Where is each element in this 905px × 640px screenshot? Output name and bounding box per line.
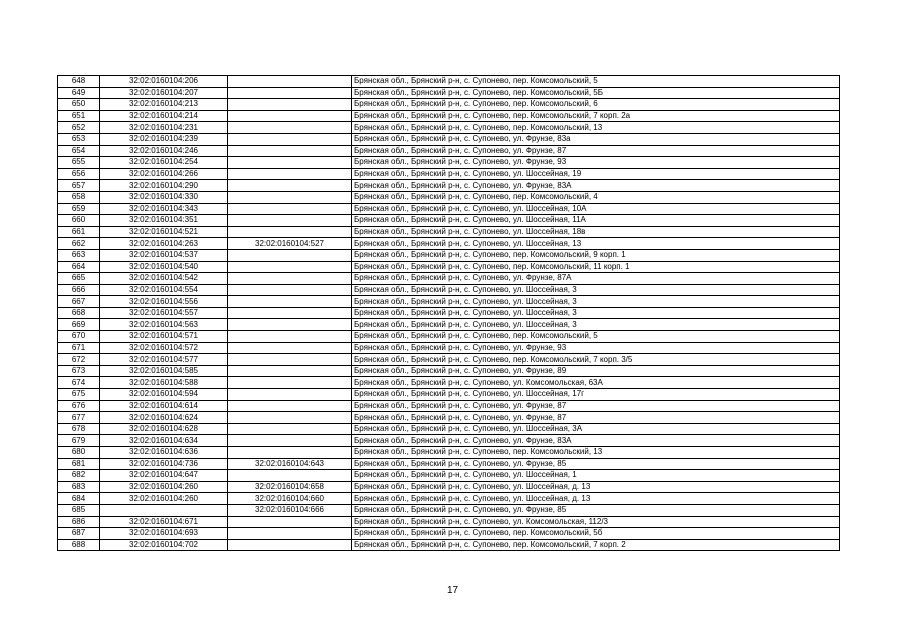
table-row <box>58 354 840 366</box>
table-row <box>58 76 840 88</box>
cadastral-number-cell: 32:02:0160104:636 <box>100 447 228 459</box>
row-number-cell: 680 <box>58 447 100 459</box>
table-row <box>58 273 840 285</box>
cadastral-number-cell: 32:02:0160104:572 <box>100 342 228 354</box>
cadastral-number-cell: 32:02:0160104:214 <box>100 110 228 122</box>
row-number-cell: 662 <box>58 238 100 250</box>
row-number-cell: 668 <box>58 307 100 319</box>
address-cell: Брянская обл., Брянский р-н, с. Супонево, ул. Фрунзе, 87 <box>352 412 840 424</box>
row-number-cell: 652 <box>58 122 100 134</box>
row-number-cell: 648 <box>58 76 100 88</box>
parent-cadastral-number-cell: 32:02:0160104:527 <box>228 238 352 250</box>
parent-cadastral-number-cell <box>228 342 352 354</box>
parent-cadastral-number-cell <box>228 110 352 122</box>
address-cell: Брянская обл., Брянский р-н, с. Супонево, ул. Комсомольская, 63А <box>352 377 840 389</box>
parent-cadastral-number-cell <box>228 307 352 319</box>
table-row <box>58 458 840 470</box>
parent-cadastral-number-cell <box>228 528 352 540</box>
parent-cadastral-number-cell <box>228 226 352 238</box>
parent-cadastral-number-cell <box>228 180 352 192</box>
table-row <box>58 435 840 447</box>
table-row <box>58 168 840 180</box>
cadastral-number-cell: 32:02:0160104:557 <box>100 307 228 319</box>
address-cell: Брянская обл., Брянский р-н, с. Супонево, ул. Шоссейная, 3 <box>352 307 840 319</box>
parent-cadastral-number-cell <box>228 87 352 99</box>
address-cell: Брянская обл., Брянский р-н, с. Супонево, ул. Фрунзе, 87А <box>352 273 840 285</box>
parent-cadastral-number-cell <box>228 249 352 261</box>
cadastral-number-cell: 32:02:0160104:577 <box>100 354 228 366</box>
table-row <box>58 389 840 401</box>
parent-cadastral-number-cell <box>228 191 352 203</box>
address-cell: Брянская обл., Брянский р-н, с. Супонево, пер. Комсомольский, 13 <box>352 447 840 459</box>
parent-cadastral-number-cell <box>228 284 352 296</box>
address-cell: Брянская обл., Брянский р-н, с. Супонево, ул. Фрунзе, 83а <box>352 133 840 145</box>
cadastral-number-cell: 32:02:0160104:537 <box>100 249 228 261</box>
address-cell: Брянская обл., Брянский р-н, с. Супонево, пер. Комсомольский, 7 корп. 2 <box>352 539 840 551</box>
row-number-cell: 658 <box>58 191 100 203</box>
cadastral-number-cell: 32:02:0160104:330 <box>100 191 228 203</box>
row-number-cell: 686 <box>58 516 100 528</box>
address-cell: Брянская обл., Брянский р-н, с. Супонево, ул. Шоссейная, 13 <box>352 238 840 250</box>
address-cell: Брянская обл., Брянский р-н, с. Супонево, ул. Фрунзе, 89 <box>352 365 840 377</box>
row-number-cell: 669 <box>58 319 100 331</box>
property-register-table <box>57 75 840 551</box>
address-cell: Брянская обл., Брянский р-н, с. Супонево, ул. Шоссейная, 3 <box>352 319 840 331</box>
cadastral-number-cell: 32:02:0160104:736 <box>100 458 228 470</box>
table-row <box>58 284 840 296</box>
table-row <box>58 226 840 238</box>
row-number-cell: 670 <box>58 331 100 343</box>
table-row <box>58 191 840 203</box>
cadastral-number-cell: 32:02:0160104:351 <box>100 215 228 227</box>
table-row <box>58 481 840 493</box>
table-row <box>58 122 840 134</box>
address-cell: Брянская обл., Брянский р-н, с. Супонево, ул. Шоссейная, 3А <box>352 423 840 435</box>
cadastral-number-cell: 32:02:0160104:207 <box>100 87 228 99</box>
address-cell: Брянская обл., Брянский р-н, с. Супонево, пер. Комсомольский, 11 корп. 1 <box>352 261 840 273</box>
address-cell: Брянская обл., Брянский р-н, с. Супонево, пер. Комсомольский, 9 корп. 1 <box>352 249 840 261</box>
cadastral-number-cell: 32:02:0160104:563 <box>100 319 228 331</box>
address-cell: Брянская обл., Брянский р-н, с. Супонево, ул. Шоссейная, 3 <box>352 284 840 296</box>
address-cell: Брянская обл., Брянский р-н, с. Супонево, ул. Шоссейная, 17г <box>352 389 840 401</box>
parent-cadastral-number-cell <box>228 203 352 215</box>
address-cell: Брянская обл., Брянский р-н, с. Супонево, ул. Фрунзе, 87 <box>352 145 840 157</box>
table-row <box>58 493 840 505</box>
table-row <box>58 377 840 389</box>
parent-cadastral-number-cell: 32:02:0160104:660 <box>228 493 352 505</box>
row-number-cell: 674 <box>58 377 100 389</box>
table-body <box>58 76 840 551</box>
cadastral-number-cell: 32:02:0160104:614 <box>100 400 228 412</box>
table-row <box>58 504 840 516</box>
parent-cadastral-number-cell <box>228 539 352 551</box>
parent-cadastral-number-cell <box>228 365 352 377</box>
row-number-cell: 667 <box>58 296 100 308</box>
table-row <box>58 203 840 215</box>
address-cell: Брянская обл., Брянский р-н, с. Супонево, ул. Шоссейная, д. 13 <box>352 481 840 493</box>
table-row <box>58 133 840 145</box>
cadastral-number-cell: 32:02:0160104:588 <box>100 377 228 389</box>
cadastral-number-cell: 32:02:0160104:571 <box>100 331 228 343</box>
row-number-cell: 655 <box>58 157 100 169</box>
cadastral-number-cell: 32:02:0160104:556 <box>100 296 228 308</box>
row-number-cell: 675 <box>58 389 100 401</box>
cadastral-number-cell: 32:02:0160104:594 <box>100 389 228 401</box>
row-number-cell: 683 <box>58 481 100 493</box>
table-row <box>58 331 840 343</box>
parent-cadastral-number-cell <box>228 377 352 389</box>
cadastral-number-cell: 32:02:0160104:628 <box>100 423 228 435</box>
parent-cadastral-number-cell: 32:02:0160104:643 <box>228 458 352 470</box>
table-row <box>58 365 840 377</box>
parent-cadastral-number-cell <box>228 400 352 412</box>
row-number-cell: 657 <box>58 180 100 192</box>
cadastral-number-cell: 32:02:0160104:585 <box>100 365 228 377</box>
table-row <box>58 516 840 528</box>
row-number-cell: 682 <box>58 470 100 482</box>
row-number-cell: 688 <box>58 539 100 551</box>
table-row <box>58 296 840 308</box>
parent-cadastral-number-cell <box>228 145 352 157</box>
address-cell: Брянская обл., Брянский р-н, с. Супонево, ул. Шоссейная, д. 13 <box>352 493 840 505</box>
table-row <box>58 319 840 331</box>
parent-cadastral-number-cell <box>228 354 352 366</box>
table-row <box>58 249 840 261</box>
address-cell: Брянская обл., Брянский р-н, с. Супонево, пер. Комсомольский, 4 <box>352 191 840 203</box>
parent-cadastral-number-cell <box>228 389 352 401</box>
parent-cadastral-number-cell <box>228 261 352 273</box>
parent-cadastral-number-cell <box>228 122 352 134</box>
cadastral-number-cell: 32:02:0160104:290 <box>100 180 228 192</box>
address-cell: Брянская обл., Брянский р-н, с. Супонево, ул. Фрунзе, 85 <box>352 504 840 516</box>
cadastral-number-cell: 32:02:0160104:213 <box>100 99 228 111</box>
parent-cadastral-number-cell <box>228 319 352 331</box>
page-number: 17 <box>446 585 459 596</box>
parent-cadastral-number-cell <box>228 157 352 169</box>
table-row <box>58 307 840 319</box>
cadastral-number-cell: 32:02:0160104:206 <box>100 76 228 88</box>
cadastral-number-cell: 32:02:0160104:554 <box>100 284 228 296</box>
cadastral-number-cell <box>100 504 228 516</box>
address-cell: Брянская обл., Брянский р-н, с. Супонево, пер. Комсомольский, 6 <box>352 99 840 111</box>
row-number-cell: 663 <box>58 249 100 261</box>
address-cell: Брянская обл., Брянский р-н, с. Супонево, пер. Комсомольский, 5 <box>352 76 840 88</box>
parent-cadastral-number-cell <box>228 76 352 88</box>
row-number-cell: 681 <box>58 458 100 470</box>
table-row <box>58 215 840 227</box>
parent-cadastral-number-cell <box>228 516 352 528</box>
table-row <box>58 238 840 250</box>
row-number-cell: 679 <box>58 435 100 447</box>
address-cell: Брянская обл., Брянский р-н, с. Супонево, пер. Комсомольский, 7 корп. 2а <box>352 110 840 122</box>
row-number-cell: 687 <box>58 528 100 540</box>
table-row <box>58 470 840 482</box>
cadastral-number-cell: 32:02:0160104:263 <box>100 238 228 250</box>
row-number-cell: 666 <box>58 284 100 296</box>
parent-cadastral-number-cell: 32:02:0160104:666 <box>228 504 352 516</box>
cadastral-number-cell: 32:02:0160104:231 <box>100 122 228 134</box>
parent-cadastral-number-cell <box>228 273 352 285</box>
table-row <box>58 145 840 157</box>
row-number-cell: 677 <box>58 412 100 424</box>
row-number-cell: 664 <box>58 261 100 273</box>
table-row <box>58 261 840 273</box>
address-cell: Брянская обл., Брянский р-н, с. Супонево, ул. Фрунзе, 87 <box>352 400 840 412</box>
cadastral-number-cell: 32:02:0160104:343 <box>100 203 228 215</box>
parent-cadastral-number-cell <box>228 296 352 308</box>
row-number-cell: 676 <box>58 400 100 412</box>
address-cell: Брянская обл., Брянский р-н, с. Супонево, ул. Фрунзе, 83А <box>352 435 840 447</box>
table-row <box>58 447 840 459</box>
parent-cadastral-number-cell: 32:02:0160104:658 <box>228 481 352 493</box>
row-number-cell: 656 <box>58 168 100 180</box>
table-row <box>58 539 840 551</box>
address-cell: Брянская обл., Брянский р-н, с. Супонево, ул. Шоссейная, 11А <box>352 215 840 227</box>
row-number-cell: 660 <box>58 215 100 227</box>
table-row <box>58 528 840 540</box>
table-row <box>58 87 840 99</box>
parent-cadastral-number-cell <box>228 447 352 459</box>
parent-cadastral-number-cell <box>228 168 352 180</box>
row-number-cell: 661 <box>58 226 100 238</box>
address-cell: Брянская обл., Брянский р-н, с. Супонево, ул. Шоссейная, 3 <box>352 296 840 308</box>
cadastral-number-cell: 32:02:0160104:266 <box>100 168 228 180</box>
row-number-cell: 654 <box>58 145 100 157</box>
address-cell: Брянская обл., Брянский р-н, с. Супонево, пер. Комсомольский, 7 корп. 3/5 <box>352 354 840 366</box>
cadastral-number-cell: 32:02:0160104:624 <box>100 412 228 424</box>
parent-cadastral-number-cell <box>228 423 352 435</box>
cadastral-number-cell: 32:02:0160104:246 <box>100 145 228 157</box>
row-number-cell: 653 <box>58 133 100 145</box>
cadastral-number-cell: 32:02:0160104:693 <box>100 528 228 540</box>
row-number-cell: 684 <box>58 493 100 505</box>
table-row <box>58 423 840 435</box>
row-number-cell: 649 <box>58 87 100 99</box>
row-number-cell: 659 <box>58 203 100 215</box>
parent-cadastral-number-cell <box>228 99 352 111</box>
address-cell: Брянская обл., Брянский р-н, с. Супонево, ул. Шоссейная, 18в <box>352 226 840 238</box>
address-cell: Брянская обл., Брянский р-н, с. Супонево, ул. Шоссейная, 10А <box>352 203 840 215</box>
address-cell: Брянская обл., Брянский р-н, с. Супонево, пер. Комсомольский, 5 <box>352 331 840 343</box>
table-row <box>58 157 840 169</box>
parent-cadastral-number-cell <box>228 435 352 447</box>
address-cell: Брянская обл., Брянский р-н, с. Супонево, пер. Комсомольский, 5б <box>352 528 840 540</box>
cadastral-number-cell: 32:02:0160104:260 <box>100 493 228 505</box>
address-cell: Брянская обл., Брянский р-н, с. Супонево, ул. Комсомольская, 112/3 <box>352 516 840 528</box>
parent-cadastral-number-cell <box>228 215 352 227</box>
table-row <box>58 180 840 192</box>
row-number-cell: 650 <box>58 99 100 111</box>
address-cell: Брянская обл., Брянский р-н, с. Супонево, ул. Фрунзе, 85 <box>352 458 840 470</box>
address-cell: Брянская обл., Брянский р-н, с. Супонево, ул. Фрунзе, 93 <box>352 157 840 169</box>
cadastral-number-cell: 32:02:0160104:540 <box>100 261 228 273</box>
cadastral-number-cell: 32:02:0160104:260 <box>100 481 228 493</box>
row-number-cell: 685 <box>58 504 100 516</box>
row-number-cell: 673 <box>58 365 100 377</box>
cadastral-number-cell: 32:02:0160104:634 <box>100 435 228 447</box>
row-number-cell: 671 <box>58 342 100 354</box>
row-number-cell: 672 <box>58 354 100 366</box>
address-cell: Брянская обл., Брянский р-н, с. Супонево, ул. Шоссейная, 1 <box>352 470 840 482</box>
address-cell: Брянская обл., Брянский р-н, с. Супонево, пер. Комсомольский, 5Б <box>352 87 840 99</box>
row-number-cell: 678 <box>58 423 100 435</box>
parent-cadastral-number-cell <box>228 331 352 343</box>
address-cell: Брянская обл., Брянский р-н, с. Супонево, пер. Комсомольский, 13 <box>352 122 840 134</box>
parent-cadastral-number-cell <box>228 470 352 482</box>
parent-cadastral-number-cell <box>228 133 352 145</box>
cadastral-number-cell: 32:02:0160104:702 <box>100 539 228 551</box>
table-row <box>58 342 840 354</box>
address-cell: Брянская обл., Брянский р-н, с. Супонево, ул. Шоссейная, 19 <box>352 168 840 180</box>
cadastral-number-cell: 32:02:0160104:542 <box>100 273 228 285</box>
table-row <box>58 110 840 122</box>
cadastral-number-cell: 32:02:0160104:521 <box>100 226 228 238</box>
parent-cadastral-number-cell <box>228 412 352 424</box>
table-row <box>58 412 840 424</box>
row-number-cell: 651 <box>58 110 100 122</box>
table-row <box>58 99 840 111</box>
cadastral-number-cell: 32:02:0160104:671 <box>100 516 228 528</box>
cadastral-number-cell: 32:02:0160104:239 <box>100 133 228 145</box>
row-number-cell: 665 <box>58 273 100 285</box>
cadastral-number-cell: 32:02:0160104:647 <box>100 470 228 482</box>
table-row <box>58 400 840 412</box>
address-cell: Брянская обл., Брянский р-н, с. Супонево, ул. Фрунзе, 83А <box>352 180 840 192</box>
address-cell: Брянская обл., Брянский р-н, с. Супонево, ул. Фрунзе, 93 <box>352 342 840 354</box>
cadastral-number-cell: 32:02:0160104:254 <box>100 157 228 169</box>
